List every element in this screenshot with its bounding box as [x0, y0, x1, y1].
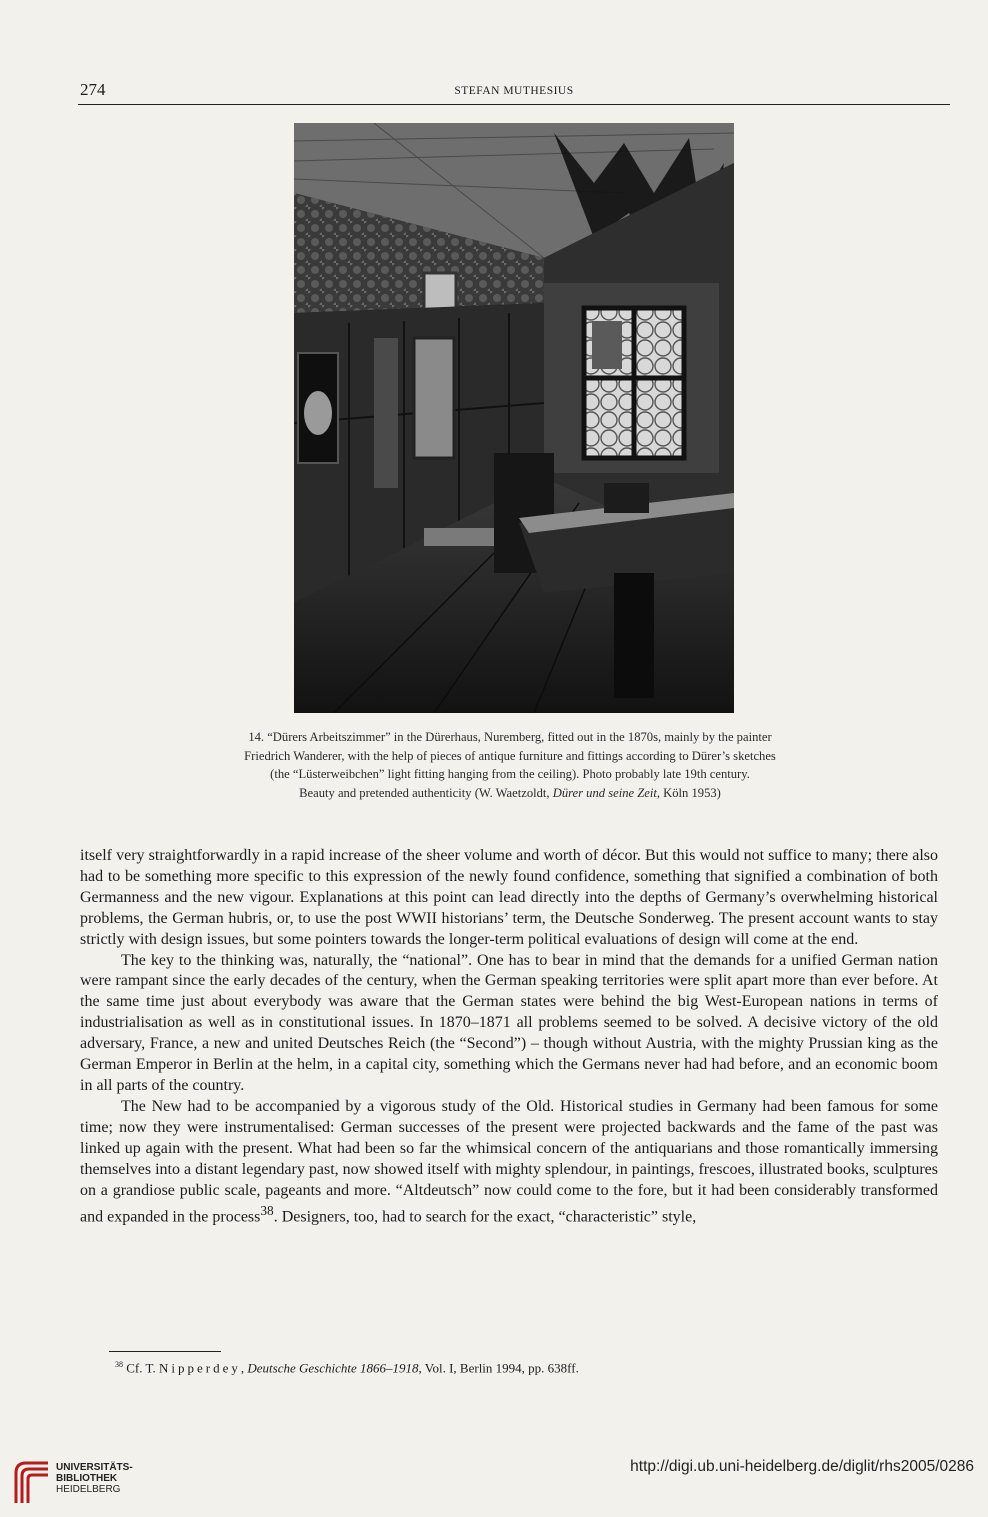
room-photo-illustration — [294, 123, 734, 713]
footnote-rest: , Vol. I, Berlin 1994, pp. 638ff. — [418, 1360, 579, 1376]
running-header — [78, 80, 950, 105]
paragraph-3-text: The New had to be accompanied by a vigorous study of the Old. Historical studies in Germany had been famous for some time; now they were instrumentalised: German successes of the present were projected backwards and the fame of the past was linked up again with the present. What had been so far the whimsical concern of the antiquarians and those romantically immersing themselves into a distant legendary past, now showed itself with mighty splendour, in paintings, frescoes, illustrated books, sculptures on a grandiose public scale, pageants and more. “Altdeutsch” now could come to the fore, but it had been considerably transformed and expanded in the process — [80, 1097, 938, 1226]
caption-line-last — [130, 784, 890, 803]
library-name-line: UNIVERSITÄTS- — [56, 1462, 133, 1473]
caption-text: Beauty and pretended authenticity (W. Waetzoldt, — [299, 786, 553, 801]
caption-line: Friedrich Wanderer, with the help of pieces of antique furniture and fittings according to Dürer’s sketches — [244, 748, 776, 763]
paragraph-3-text: . Designers, too, had to search for the exact, “characteristic” style, — [273, 1208, 697, 1226]
figure-caption — [130, 728, 890, 803]
footnote-number: 38 — [115, 1360, 123, 1369]
figure-photograph — [294, 123, 734, 713]
footnote — [115, 1360, 935, 1376]
paragraph-3 — [80, 1097, 938, 1229]
footnote-author: Nipperdey — [159, 1360, 241, 1376]
footnote-prefix: Cf. T. — [126, 1360, 159, 1376]
caption-book-title: Dürer und seine Zeit — [552, 786, 657, 801]
library-logo-icon — [12, 1457, 54, 1507]
footnote-book-title: Deutsche Geschichte 1866–1918 — [247, 1360, 419, 1376]
paragraph-1: itself very straightforwardly in a rapid increase of the sheer volume and worth of décor. But this would not suffice to many; there also had to be something more specific to this expression of the newly found confidence, something that signified a combination of both Germanness and the new vigour. Explanations at this point can lead directly into the depths of Germany’s overwhelming historical problems, the German hubris, or, to use the post WWII historians’ term, the Deutsche Sonderweg. The present account wants to stay strictly with design issues, but some pointers towards the longer-term political evaluations of design will come at the end. — [80, 847, 938, 948]
paragraph-2: The key to the thinking was, naturally, the “national”. One has to bear in mind that the demands for a unified German nation were rampant since the early decades of the century, when the German speaking territories were split apart more than ever before. At the same time just about everybody was aware that the German states were behind the big West-European nations in terms of industrialisation as well as in constitutional issues. In 1870–1871 all problems seemed to be solved. A decisive victory of the old adversary, France, a new and united Deutsches Reich (the “Second”) – though without Austria, with the mighty Prussian king as the German Emperor in Berlin at the helm, in a capital city, something which the Germans never had had before, and an economic boom in all parts of the country. — [80, 951, 938, 1094]
library-name — [56, 1462, 133, 1495]
page-number: 274 — [80, 80, 106, 99]
footnote-separator: , — [240, 1360, 248, 1376]
source-url-link[interactable]: http://digi.ub.uni-heidelberg.de/diglit/rhs2005/0286 — [630, 1458, 974, 1475]
running-head-author: STEFAN MUTHESIUS — [454, 85, 574, 97]
footnote-divider — [109, 1351, 221, 1352]
library-name-line: BIBLIOTHEK — [56, 1473, 118, 1484]
caption-line: 14. “Dürers Arbeitszimmer” in the Dürerhaus, Nuremberg, fitted out in the 1870s, mainly by the painter — [248, 730, 772, 744]
caption-text: , Köln 1953) — [656, 786, 721, 801]
library-name-line: HEIDELBERG — [56, 1484, 121, 1495]
footnote-reference[interactable]: 38 — [260, 1203, 274, 1219]
body-text — [80, 846, 938, 1229]
caption-line: (the “Lüsterweibchen” light fitting hanging from the ceiling). Photo probably late 19th century. — [270, 767, 750, 782]
